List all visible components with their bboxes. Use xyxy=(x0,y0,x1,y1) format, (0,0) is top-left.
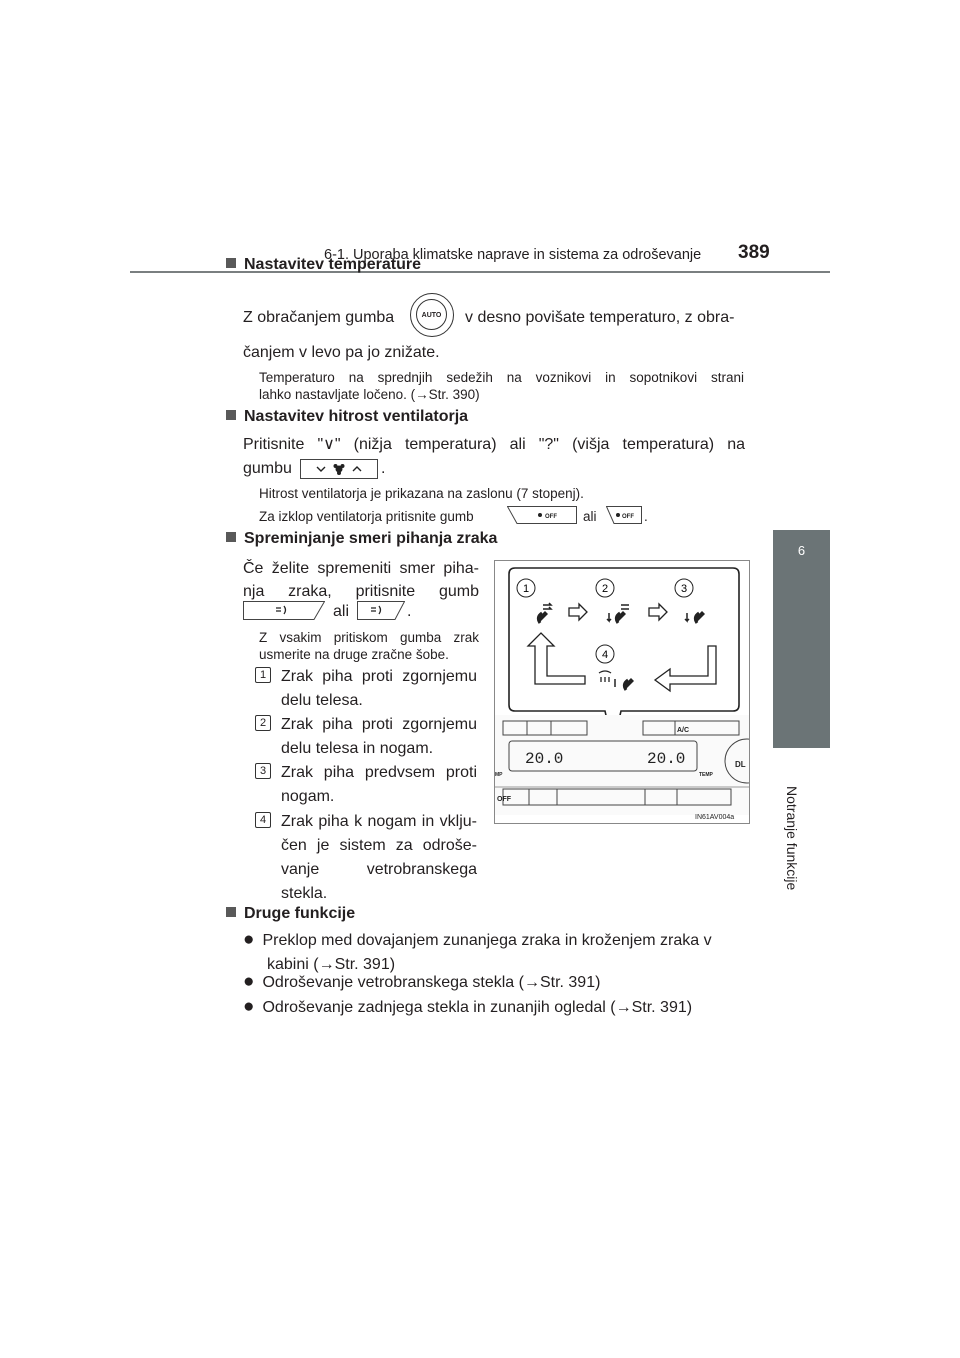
svg-text:3: 3 xyxy=(680,583,688,595)
svg-text:IN61AV004a: IN61AV004a xyxy=(695,814,735,821)
fan-note-2a: Za izklop ventilatorja pritisnite gumb xyxy=(259,509,474,524)
airflow-diagram xyxy=(494,560,750,824)
item-number: 1 xyxy=(255,667,271,683)
fan-note-1: Hitrost ventilatorja je prikazana na zaslonu (7 stopenj). xyxy=(259,486,584,501)
temp-text-b: v desno povišate temperaturo, z obra- xyxy=(465,309,735,326)
airflow-note-1: Z vsakim pritiskom gumba zrak xyxy=(259,630,479,645)
svg-text:20.0: 20.0 xyxy=(525,750,564,768)
airflow-item-4: 4 Zrak piha k nogam in vklju- čen je sistem za odroše- vanje vetrobranskega stekla. xyxy=(255,810,479,906)
item-number: 2 xyxy=(255,715,271,731)
bullet-dot-icon: ● xyxy=(243,971,255,992)
item-number: 4 xyxy=(255,812,271,828)
other-bullet-1: ● Preklop med dovajanjem zunanjega zraka in kroženjem zraka v kabini (→Str. 391) xyxy=(243,929,712,973)
square-bullet-icon xyxy=(226,258,236,268)
svg-text:OFF: OFF xyxy=(497,796,511,803)
temperature-knob-icon: AUTO xyxy=(410,293,454,337)
chapter-title: Notranje funkcije xyxy=(784,786,800,891)
svg-text:TEMP: TEMP xyxy=(699,772,713,778)
square-bullet-icon xyxy=(226,410,236,420)
square-bullet-icon xyxy=(226,532,236,542)
heading-fan: Nastavitev hitrost ventilatorja xyxy=(226,408,468,426)
airflow-mode-button-alt-icon xyxy=(357,601,405,620)
bullet-dot-icon: ● xyxy=(243,996,255,1017)
chapter-number: 6 xyxy=(797,543,806,558)
chapter-tab xyxy=(773,530,830,748)
item-number: 3 xyxy=(255,763,271,779)
svg-text:DL: DL xyxy=(735,760,746,769)
other-bullet-2: ● Odroševanje vetrobranskega stekla (→Str. 391) xyxy=(243,971,601,992)
svg-text:1: 1 xyxy=(522,583,530,595)
svg-text:OFF: OFF xyxy=(622,514,634,520)
svg-text:2: 2 xyxy=(601,583,609,595)
svg-text:20.0: 20.0 xyxy=(647,750,686,768)
running-header-title: 6-1. Uporaba klimatske naprave in sistema za odroševanje xyxy=(324,247,702,263)
fan-line-2-end: . xyxy=(381,460,386,477)
fan-line-1: Pritisnite "∨" (nižja temperatura) ali "?" (višja temperatura) na xyxy=(243,436,745,453)
fan-note-2c: . xyxy=(644,509,648,524)
heading-temperature: Nastavitev temperature xyxy=(226,256,421,274)
other-bullet-3: ● Odroševanje zadnjega stekla in zunanjih ogledal (→Str. 391) xyxy=(243,996,693,1017)
page-number: 389 xyxy=(738,242,770,263)
airflow-line-3-end: . xyxy=(407,603,412,620)
fan-note-2b: ali xyxy=(583,509,597,524)
temp-note-2: lahko nastavljate ločeno. (→Str. 390) xyxy=(259,387,480,402)
airflow-line-2: nja zraka, pritisnite gumb xyxy=(243,583,479,600)
fan-speed-button-icon xyxy=(300,459,378,479)
airflow-item-3: 3 Zrak piha predvsem proti nogam. xyxy=(255,761,479,809)
airflow-item-2: 2 Zrak piha proti zgornjemu delu telesa in nogam. xyxy=(255,713,479,761)
svg-text:MP: MP xyxy=(495,772,503,778)
temp-text-a: Z obračanjem gumba xyxy=(243,309,395,326)
heading-other: Druge funkcije xyxy=(226,905,355,923)
square-bullet-icon xyxy=(226,907,236,917)
fan-line-2: gumbu xyxy=(243,460,292,477)
airflow-mode-button-icon xyxy=(243,601,325,620)
temp-text-c: čanjem v levo pa jo znižate. xyxy=(243,344,440,361)
svg-text:A/C: A/C xyxy=(677,727,690,734)
svg-text:OFF: OFF xyxy=(545,514,557,520)
chapter-title-wrap xyxy=(780,786,800,896)
airflow-note-2: usmerite na druge zračne šobe. xyxy=(259,647,449,662)
temp-note-1: Temperaturo na sprednjih sedežih na voznikovi in sopotnikovi strani xyxy=(259,370,744,385)
svg-text:4: 4 xyxy=(601,649,609,661)
airflow-line-3: ali xyxy=(333,603,350,620)
heading-airflow: Spreminjanje smeri pihanja zraka xyxy=(226,530,497,548)
airflow-line-1: Če želite spremeniti smer piha- xyxy=(243,560,479,577)
bullet-dot-icon: ● xyxy=(243,929,255,950)
fan-off-button-icon xyxy=(507,506,577,524)
airflow-item-1: 1 Zrak piha proti zgornjemu delu telesa. xyxy=(255,665,479,713)
fan-off-button-alt-icon xyxy=(606,506,642,524)
